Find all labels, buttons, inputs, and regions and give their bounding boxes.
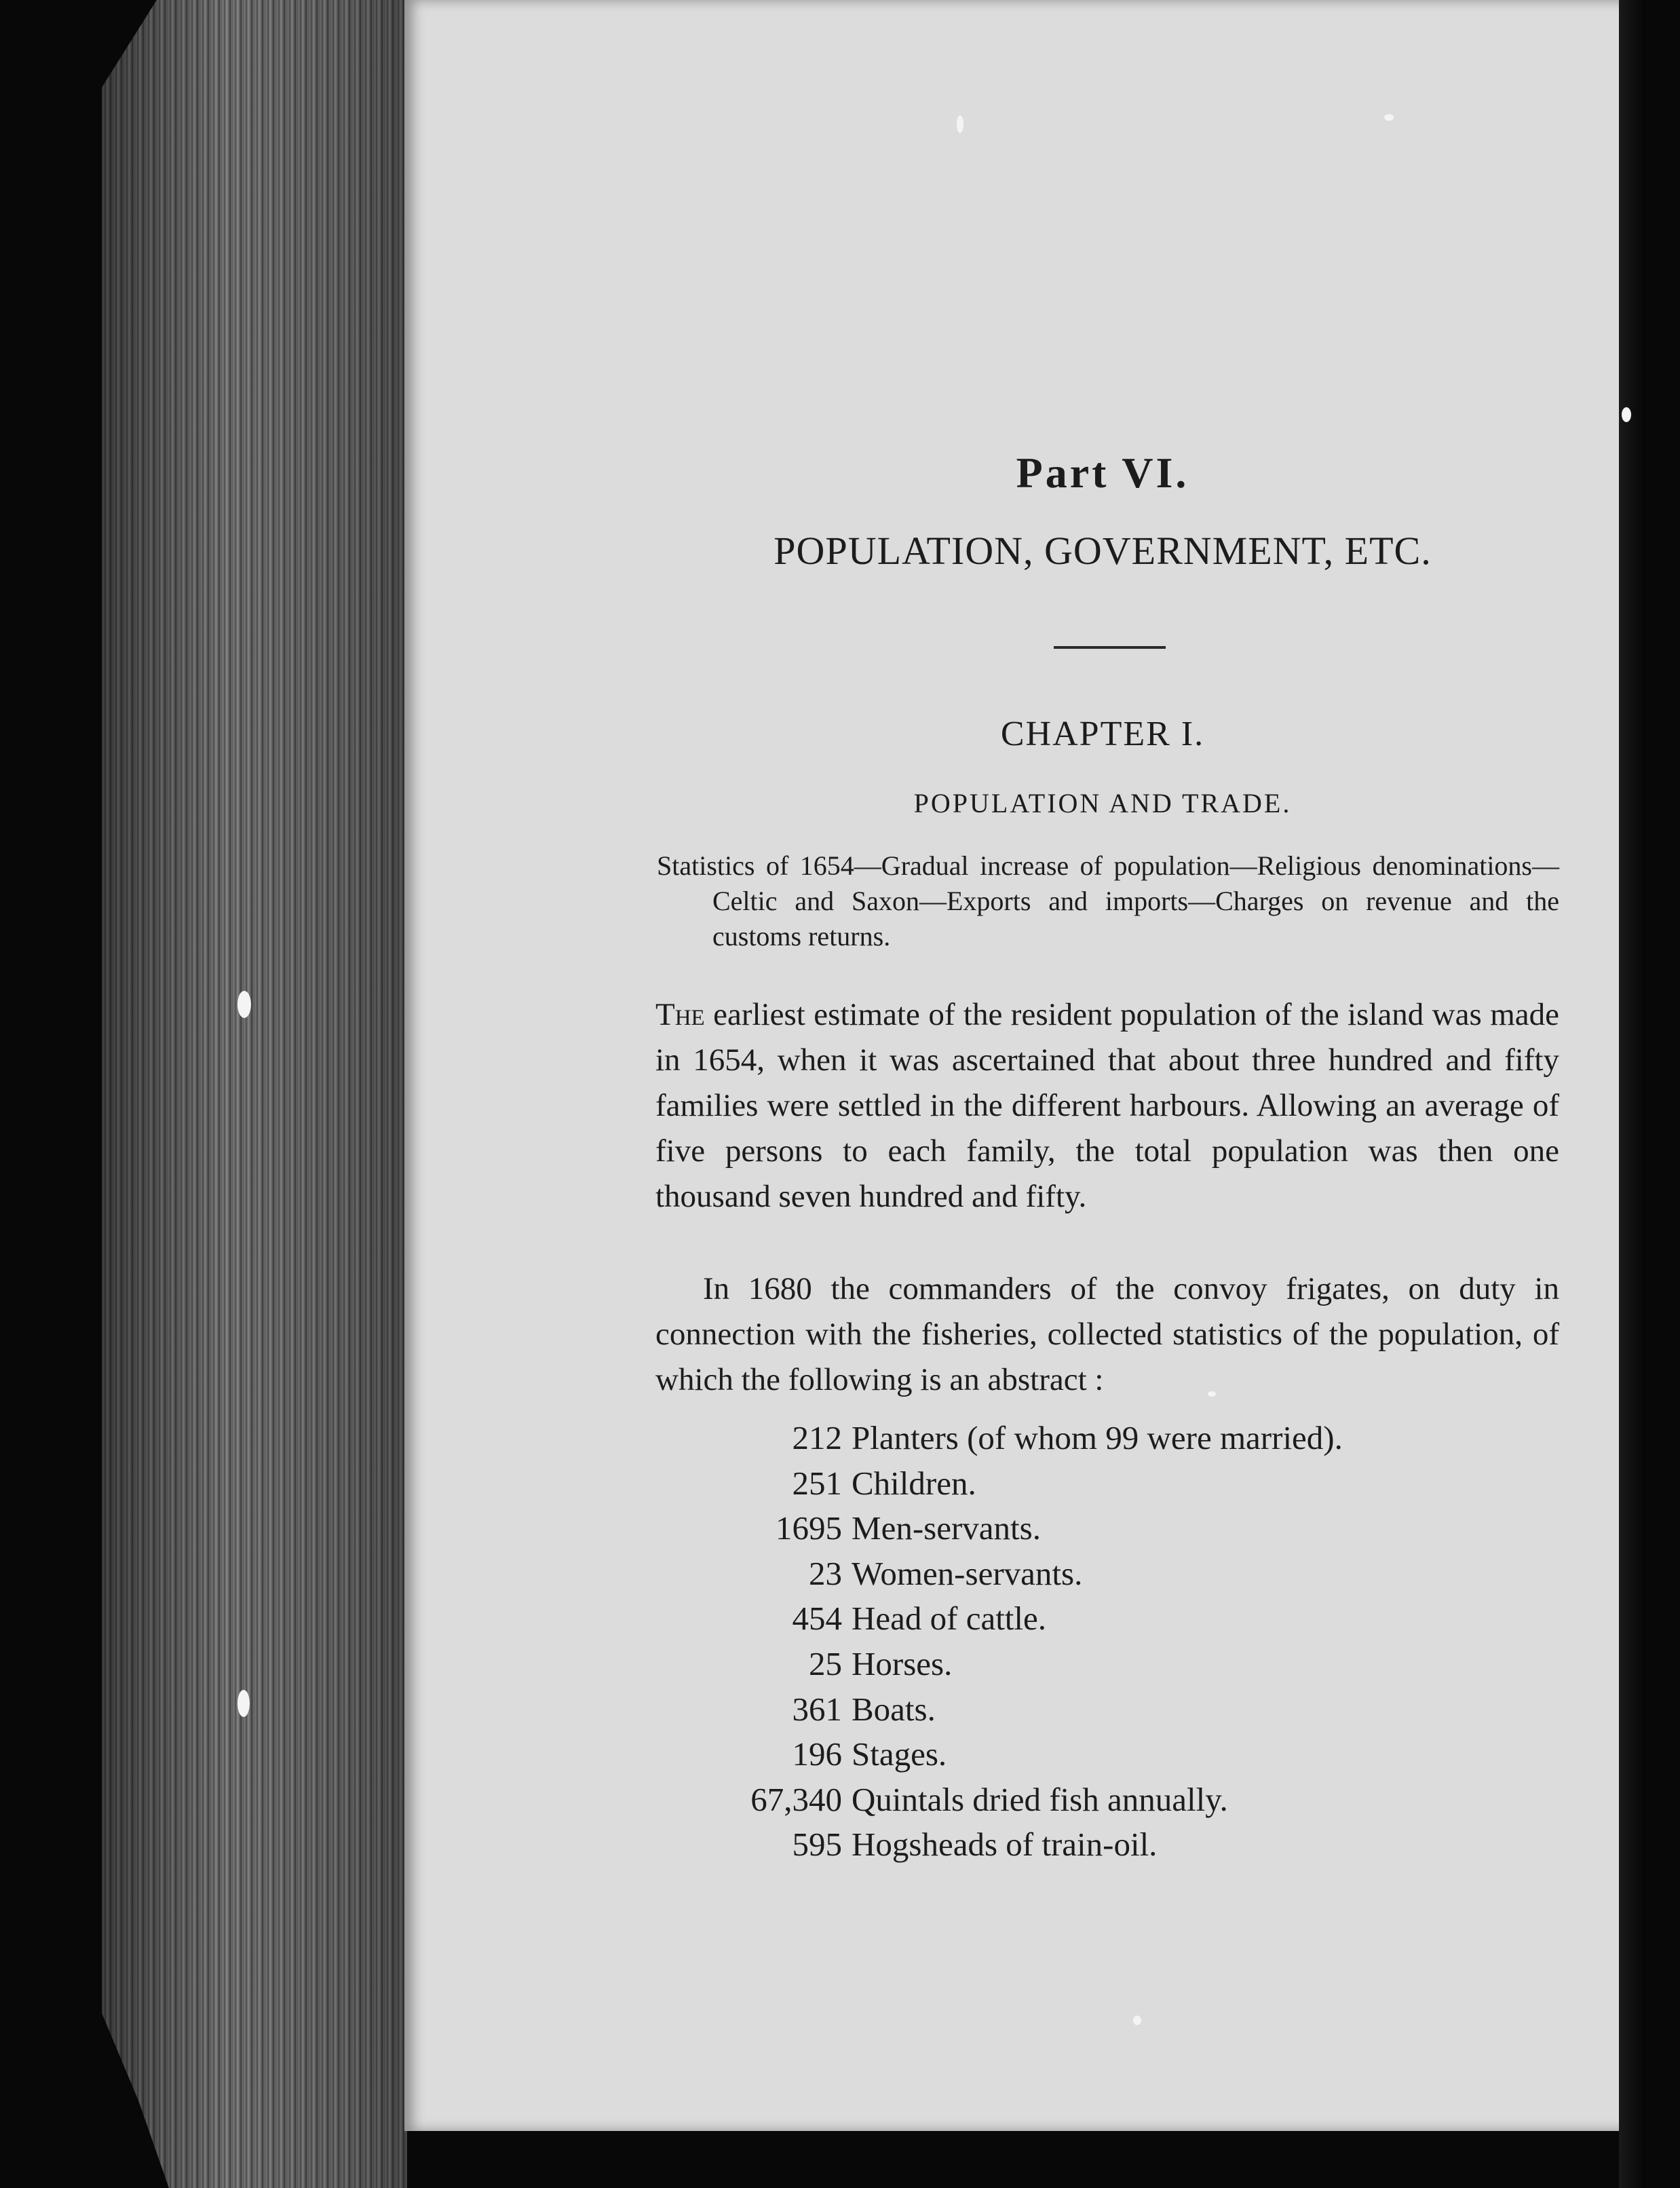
statistic-row [706, 1599, 1554, 1644]
statistic-label: Women-servants. [852, 1554, 1083, 1592]
statistics-list [706, 1418, 1554, 1870]
statistic-value: 196 [792, 1735, 842, 1773]
main-title: POPULATION, GOVERNMENT, ETC. [774, 529, 1432, 573]
part-title: Part VI. [1016, 449, 1189, 497]
statistic-row [706, 1780, 1554, 1826]
statistic-row [706, 1509, 1554, 1554]
statistic-row [706, 1554, 1554, 1600]
title-divider [1054, 646, 1166, 649]
statistic-row [706, 1418, 1554, 1464]
scan-speck [1133, 2016, 1141, 2025]
scan-speck [237, 1690, 250, 1717]
statistic-row [706, 1735, 1554, 1780]
statistic-label: Men-servants. [852, 1509, 1041, 1547]
statistic-label: Quintals dried fish annually. [852, 1780, 1228, 1818]
binding-shadow [1619, 0, 1646, 2188]
scan-speck [1208, 1391, 1216, 1397]
statistic-row [706, 1825, 1554, 1870]
statistic-value: 67,340 [750, 1780, 842, 1818]
chapter-summary: Statistics of 1654—Gradual increase of population—Religious denominations—Celtic and Saxon—Exports and imports—Charges on revenue and the customs returns. [657, 850, 1559, 951]
statistic-row [706, 1464, 1554, 1509]
scan-speck [237, 991, 251, 1018]
statistic-value: 361 [792, 1690, 842, 1728]
scan-speck [957, 115, 963, 133]
statistic-value: 595 [792, 1826, 842, 1864]
statistic-row [706, 1644, 1554, 1690]
statistic-label: Head of cattle. [852, 1600, 1047, 1638]
statistic-value: 212 [792, 1419, 842, 1456]
statistic-label: Horses. [852, 1644, 953, 1682]
paragraph-1-lead: The [655, 997, 705, 1032]
statistic-value: 454 [792, 1600, 842, 1638]
statistic-label: Planters (of whom 99 were married). [852, 1419, 1343, 1456]
statistic-value: 1695 [776, 1509, 842, 1547]
statistic-value: 23 [809, 1554, 842, 1592]
statistic-label: Stages. [852, 1735, 947, 1773]
paragraph-1 [655, 992, 1559, 1220]
chapter-subtitle: POPULATION AND TRADE. [913, 788, 1292, 818]
statistic-value: 25 [809, 1644, 842, 1682]
scan-speck [1622, 407, 1631, 422]
chapter-heading: CHAPTER I. [1000, 715, 1205, 753]
statistic-value: 251 [792, 1464, 842, 1502]
paragraph-2: In 1680 the commanders of the convoy frigates, on duty in connection with the fisheries, collected statistics of the population, of which the following is an abstract : [655, 1271, 1559, 1397]
statistic-label: Boats. [852, 1690, 936, 1728]
book-page-edges [102, 0, 407, 2188]
scan-speck [1384, 114, 1394, 121]
statistic-label: Children. [852, 1464, 976, 1502]
paragraph-1-body: earliest estimate of the resident population of the island was made in 1654, when it was ascertained that about three hundred and fifty families were settled in the different harbours. Allowing an average of five persons to each family, the total population was then one thousand seven hundred and fifty. [655, 997, 1559, 1214]
statistic-label: Hogsheads of train-oil. [852, 1826, 1158, 1864]
statistic-row [706, 1690, 1554, 1735]
